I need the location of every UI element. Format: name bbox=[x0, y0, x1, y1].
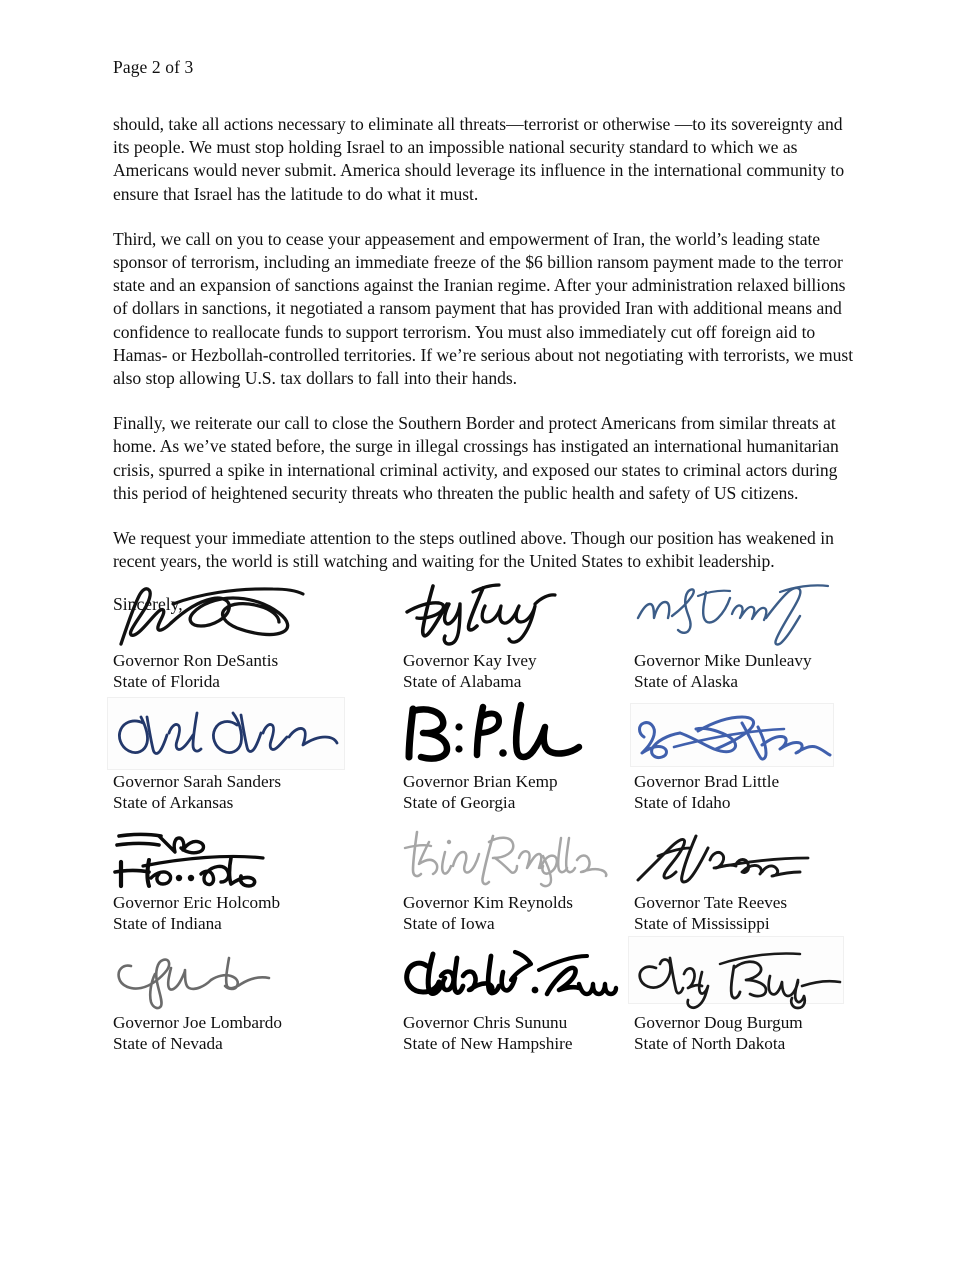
signature-mark-icon bbox=[403, 701, 583, 769]
signatory-state: State of Indiana bbox=[113, 914, 222, 933]
signature-mark-icon bbox=[634, 709, 834, 769]
signatory-name: Governor Sarah Sanders bbox=[113, 772, 282, 791]
signature-block bbox=[113, 578, 873, 1060]
signature-cell-dunleavy bbox=[634, 578, 924, 692]
paragraph-continuation: should, take all actions necessary to eliminate all threats—terrorist or otherwise —to its sovereignty and its people. We must stop holding Israel to an impossible national security standard to which we as Americans would never submit. America should leverage its influence in the international community to ensure that Israel has the latitude to do what it must. bbox=[113, 114, 845, 204]
signature-cell-desantis bbox=[113, 578, 403, 692]
paragraph-request: We request your immediate attention to the steps outlined above. Though our position has weakened in recent years, the world is still watching and waiting for the United States to exhibit leadership. bbox=[113, 528, 834, 572]
signature-cell-burgum bbox=[634, 940, 924, 1054]
signature-ink-reeves bbox=[634, 820, 894, 892]
signature-ink-holcomb bbox=[113, 820, 373, 892]
signatory-state: State of Arkansas bbox=[113, 793, 234, 812]
signatory-name: Governor Kim Reynolds bbox=[403, 893, 573, 912]
signatory-name: Governor Joe Lombardo bbox=[113, 1013, 282, 1032]
signatory-name: Governor Brad Little bbox=[634, 772, 780, 791]
signatory-state: State of Nevada bbox=[113, 1034, 223, 1053]
signatory-state: State of Mississippi bbox=[634, 914, 770, 933]
signatory-state: State of Georgia bbox=[403, 793, 516, 812]
signatory-state: State of Alabama bbox=[403, 672, 522, 691]
paragraph-iran: Third, we call on you to cease your appeasement and empowerment of Iran, the world’s leading state sponsor of terrorism, including an immediate freeze of the $6 billion ransom payment made to the terror state and an expansion of sanctions against the Iranian regime. After your administration relaxed billions of dollars in sanctions, it negotiated a ransom payment that has provided Iran with additional means and confidence to reallocate funds to support terrorism. You must also immediately cut off foreign aid to Hamas- or Hezbollah-controlled territories. If we’re serious about not negotiating with terrorists, we must also stop allowing U.S. tax dollars to fall into their hands. bbox=[113, 228, 854, 389]
signature-ink-dunleavy bbox=[634, 578, 894, 650]
signature-cell-lombardo bbox=[113, 940, 403, 1054]
signatory-name: Governor Brian Kemp bbox=[403, 772, 558, 791]
signature-ink-reynolds bbox=[403, 820, 663, 892]
signature-mark-icon bbox=[113, 948, 293, 1010]
signatory-name: Governor Mike Dunleavy bbox=[634, 651, 812, 670]
signature-row bbox=[113, 820, 873, 940]
signature-ink-desantis bbox=[113, 578, 373, 650]
signature-ink-kemp bbox=[403, 699, 663, 771]
closing-salutation: Sincerely, bbox=[113, 594, 183, 615]
signature-ink-ivey bbox=[403, 578, 663, 650]
signatory-name: Governor Doug Burgum bbox=[634, 1013, 803, 1032]
signatory-state: State of Iowa bbox=[403, 914, 495, 933]
signatory-state: State of Florida bbox=[113, 672, 220, 691]
signature-mark-icon bbox=[113, 828, 303, 890]
signature-cell-holcomb bbox=[113, 820, 403, 934]
signatory-name: Governor Tate Reeves bbox=[634, 893, 788, 912]
signature-mark-icon bbox=[113, 703, 341, 769]
signature-cell-reeves bbox=[634, 820, 924, 934]
letter-body bbox=[113, 113, 861, 617]
signature-mark-icon bbox=[634, 950, 842, 1010]
signature-mark-icon bbox=[403, 948, 618, 1010]
signatory-name: Governor Kay Ivey bbox=[403, 651, 537, 670]
signatory-state: State of Alaska bbox=[634, 672, 739, 691]
signature-row bbox=[113, 699, 873, 820]
signature-mark-icon bbox=[403, 826, 608, 890]
signatory-name: Governor Ron DeSantis bbox=[113, 651, 279, 670]
signature-row bbox=[113, 940, 873, 1060]
signature-mark-icon bbox=[403, 582, 563, 648]
signature-ink-sanders bbox=[113, 699, 373, 771]
signatory-state: State of New Hampshire bbox=[403, 1034, 573, 1053]
signature-ink-sununu bbox=[403, 940, 663, 1012]
signature-cell-little bbox=[634, 699, 924, 813]
signatory-state: State of North Dakota bbox=[634, 1034, 786, 1053]
signatory-name: Governor Chris Sununu bbox=[403, 1013, 568, 1032]
paragraph-border: Finally, we reiterate our call to close the Southern Border and protect Americans from similar threats at home. As we’ve stated before, the surge in illegal crossings has instigated an international humanitarian crisis, spurred a spike in international criminal activity, and exposed our states to criminal actors during this period of heightened security threats who threaten the public health and safety of US citizens. bbox=[113, 413, 839, 503]
signature-ink-burgum bbox=[634, 940, 894, 1012]
signature-mark-icon bbox=[634, 582, 834, 648]
signature-ink-little bbox=[634, 699, 894, 771]
signatory-name: Governor Eric Holcomb bbox=[113, 893, 281, 912]
signature-ink-lombardo bbox=[113, 940, 373, 1012]
signature-mark-icon bbox=[113, 582, 308, 648]
signatory-state: State of Idaho bbox=[634, 793, 731, 812]
page-number-label: Page 2 of 3 bbox=[113, 57, 194, 77]
signature-mark-icon bbox=[634, 830, 812, 890]
signature-cell-sanders bbox=[113, 699, 403, 813]
signature-row bbox=[113, 578, 873, 699]
